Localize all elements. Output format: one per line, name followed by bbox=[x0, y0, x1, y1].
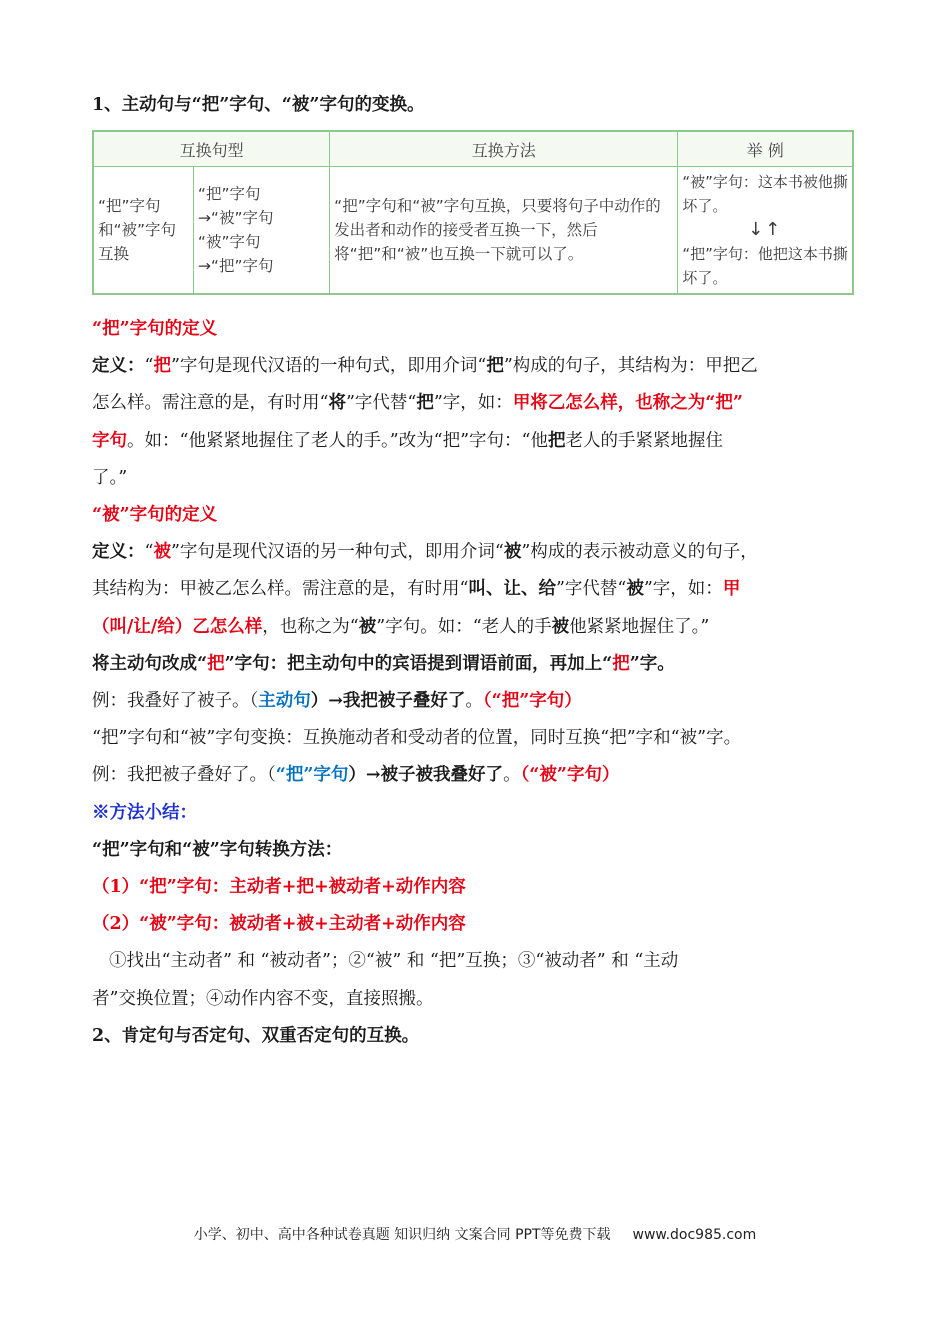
table-header-row bbox=[93, 131, 853, 167]
method-2: （2）“被”字句：被动者+被+主动者+动作内容 bbox=[92, 914, 466, 935]
swap-rule: “把”字句和“被”字句变换：互换施动者和受动者的位置，同时互换“把”字和“被”字。 bbox=[92, 728, 742, 749]
text: ”字句。如：“老人的手 bbox=[376, 616, 552, 637]
text: “把”字句 bbox=[275, 765, 349, 786]
text: 被子被我叠好了 bbox=[380, 765, 504, 786]
to-ba-rule bbox=[92, 646, 867, 683]
cell-example bbox=[678, 167, 853, 295]
text: 其结构为：甲被乙怎么样。需注意的是，有时用“ bbox=[92, 579, 469, 600]
text: 把 bbox=[416, 393, 434, 414]
text: 把 bbox=[486, 356, 504, 377]
text: ”构成的句子，其结构为：甲把乙 bbox=[503, 356, 758, 377]
text: 他紧紧地握住了。” bbox=[569, 616, 710, 637]
header-method: 互换方法 bbox=[330, 131, 678, 167]
text: ”字句：把主动句中的宾语提到谓语前面，再加上“ bbox=[224, 653, 613, 674]
text: 我把被子叠好了 bbox=[342, 691, 466, 712]
text: 把 bbox=[207, 653, 225, 674]
text: ”字句是现代汉语的一种句式，即用介词“ bbox=[170, 356, 487, 377]
ba-definition-line-4 bbox=[92, 460, 867, 497]
text: ”字代替“ bbox=[555, 579, 627, 600]
example-2 bbox=[92, 757, 867, 794]
text: 甲将乙怎么样，也称之为“把” bbox=[512, 393, 743, 414]
bei-definition-title: “被”字句的定义 bbox=[92, 505, 218, 526]
text: 被 bbox=[358, 616, 377, 637]
text: 。 bbox=[503, 765, 521, 786]
text: （叫/让/给）乙怎么样 bbox=[92, 616, 263, 637]
bei-definition-line-2 bbox=[92, 571, 867, 608]
cell-type-directions bbox=[193, 167, 329, 295]
text: 被 bbox=[551, 616, 570, 637]
text: ”字。 bbox=[629, 653, 675, 674]
text: 怎么样。需注意的是，有时用“ bbox=[92, 393, 329, 414]
footer-text: 小学、初中、高中各种试卷真题 知识归纳 文案合同 PPT等免费下载 bbox=[193, 1227, 611, 1243]
ba-definition-title: “把”字句的定义 bbox=[92, 319, 218, 339]
text: 被 bbox=[153, 542, 171, 563]
bei-definition-line-1 bbox=[92, 534, 867, 571]
direction-line: “把”字句 bbox=[197, 185, 261, 203]
direction-line: →“把”字句 bbox=[197, 257, 274, 275]
definition-label: 定义： bbox=[92, 356, 145, 377]
definition-label: 定义： bbox=[92, 542, 145, 563]
text: 把 bbox=[547, 430, 566, 451]
text: （“被”字句） bbox=[520, 765, 620, 786]
text: 把 bbox=[612, 653, 630, 674]
example-1 bbox=[92, 683, 867, 720]
text: ，也称之为“ bbox=[262, 616, 359, 637]
text: ）→ bbox=[348, 765, 381, 786]
cell-method: “把”字句和“被”字句互换，只要将句子中动作的发出者和动作的接受者互换一下，然后将“把”和“被”也互换一下就可以了。 bbox=[330, 167, 678, 295]
steps-line-2: 者”交换位置；④动作内容不变，直接照搬。 bbox=[92, 988, 434, 1009]
header-type: 互换句型 bbox=[93, 131, 330, 167]
text: 甲 bbox=[722, 579, 741, 600]
ba-definition-line-2 bbox=[92, 385, 867, 422]
table-row bbox=[93, 167, 853, 295]
text: 例：我把被子叠好了。（ bbox=[92, 765, 276, 786]
swap-arrows-icon: ↓↑ bbox=[748, 219, 783, 240]
steps-line-1: ①找出“主动者” 和 “被动者”；②“被” 和 “把”互换；③“被动者” 和 “主动 bbox=[109, 951, 679, 972]
method-title: “把”字句和“被”字句转换方法： bbox=[92, 839, 343, 860]
text: 例：我叠好了被子。（ bbox=[92, 691, 259, 712]
text: 叫、让、给 bbox=[468, 579, 556, 600]
conversion-table bbox=[92, 130, 854, 295]
text: ”字代替“ bbox=[345, 393, 417, 414]
method-1: （1）“把”字句：主动者+把+被动者+动作内容 bbox=[92, 877, 466, 898]
section-1-title: 1、主动句与“把”字句、“被”字句的变换。 bbox=[92, 95, 425, 115]
text: （“把”字句） bbox=[482, 691, 582, 712]
ba-definition-line-3 bbox=[92, 423, 867, 460]
direction-line: “被”字句 bbox=[197, 233, 261, 251]
text: 被 bbox=[503, 542, 522, 563]
header-example: 举 例 bbox=[678, 131, 853, 167]
footer-url-link[interactable]: www.doc985.com bbox=[632, 1227, 757, 1243]
text: “ bbox=[144, 542, 154, 563]
section-2-title: 2、肯定句与否定句、双重否定句的互换。 bbox=[92, 1025, 420, 1046]
text: 主动句 bbox=[258, 691, 311, 712]
text: 。 bbox=[465, 691, 483, 712]
bei-definition-line-3 bbox=[92, 609, 867, 646]
text: 了。” bbox=[92, 467, 128, 488]
body-text bbox=[92, 311, 867, 1055]
text: 将 bbox=[328, 393, 346, 414]
text: ”构成的表示被动意义的句子， bbox=[521, 542, 758, 563]
text: “ bbox=[144, 356, 154, 377]
example-ba: “把”字句：他把这本书撕坏了。 bbox=[682, 245, 848, 287]
text: 被 bbox=[626, 579, 644, 600]
text: ）→ bbox=[310, 691, 343, 712]
example-bei: “被”字句：这本书被他撕坏了。 bbox=[682, 173, 848, 215]
direction-line: →“被”字句 bbox=[197, 209, 274, 227]
text: ”字句是现代汉语的另一种句式，即用介词“ bbox=[170, 542, 504, 563]
text: 字句 bbox=[92, 430, 127, 451]
summary-title: ※方法小结： bbox=[92, 802, 197, 823]
text: ”字，如： bbox=[643, 579, 723, 600]
text: 。如：“他紧紧地握住了老人的手。”改为“把”字句：“他 bbox=[127, 430, 548, 451]
cell-type-name: “把”字句和“被”字句互换 bbox=[93, 167, 193, 295]
text: ”字，如： bbox=[433, 393, 513, 414]
footer bbox=[0, 1224, 950, 1244]
ba-definition-line-1 bbox=[92, 348, 867, 385]
text: 老人的手紧紧地握住 bbox=[565, 430, 723, 451]
text: 将主动句改成“ bbox=[92, 653, 208, 674]
text: 把 bbox=[153, 356, 171, 377]
